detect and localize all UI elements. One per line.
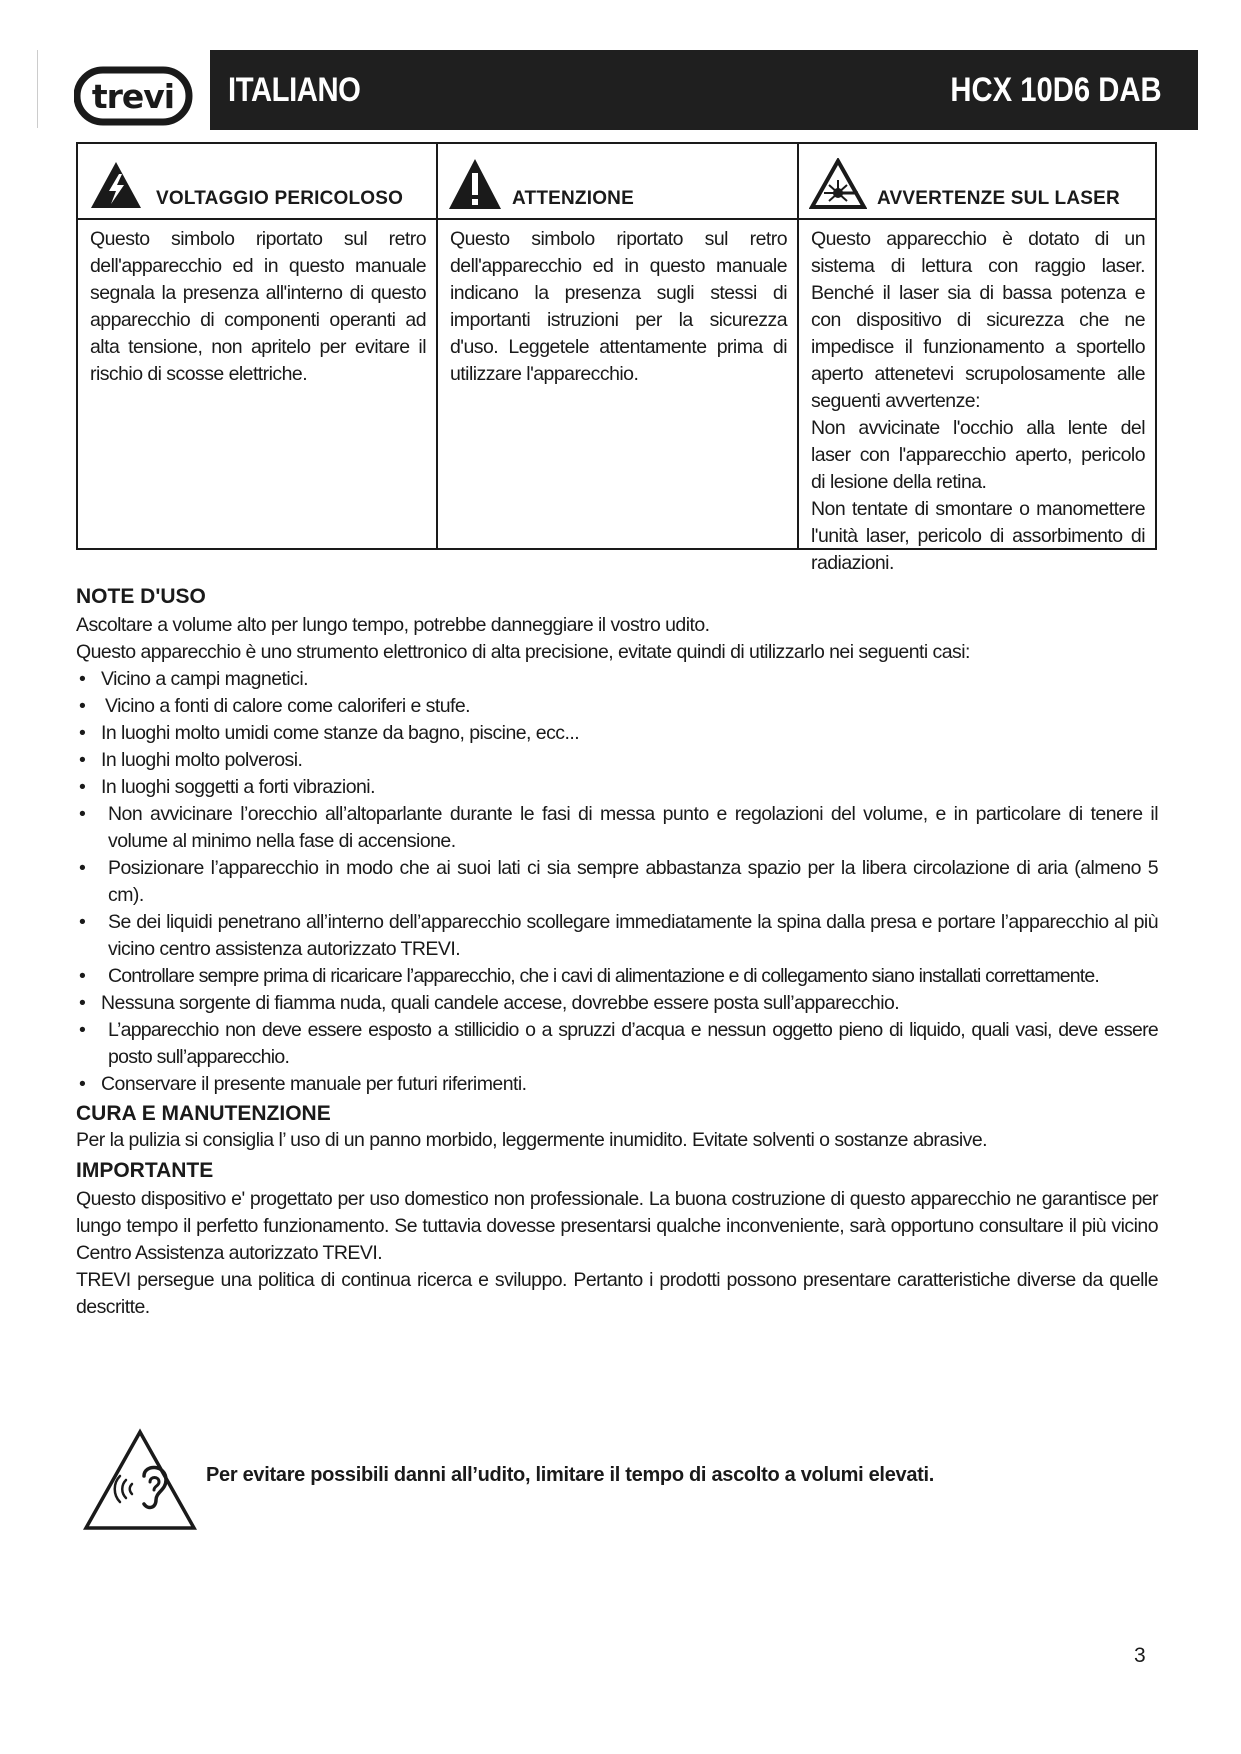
list-item-text: Nessuna sorgente di fiamma nuda, quali candele accese, dovrebbe essere posta sull’apparecchio. <box>101 992 900 1014</box>
warning-column-attention <box>438 144 799 548</box>
list-item <box>76 909 1158 963</box>
list-item-text: In luoghi molto polverosi. <box>101 749 303 771</box>
warning-column-voltage <box>78 144 438 548</box>
bullet: • <box>79 1019 86 1041</box>
usage-list <box>76 666 1158 1098</box>
list-item-text: Controllare sempre prima di ricaricare l’apparecchio, che i cavi di alimentazione e di collegamento siano installati correttamente. <box>108 965 1099 987</box>
list-item-text: L’apparecchio non deve essere esposto a stillicidio o a spruzzi d’acqua e nessun oggetto pieno di liquido, quali vasi, deve essere posto sull’apparecchio. <box>108 1019 1158 1068</box>
list-item-text: In luoghi molto umidi come stanze da bagno, piscine, ecc... <box>101 722 580 744</box>
header-bar <box>210 50 1198 130</box>
bullet: • <box>79 911 86 933</box>
bullet: • <box>79 803 86 825</box>
bullet: • <box>79 965 85 987</box>
bullet: • <box>79 722 86 744</box>
intro-paragraph: Ascoltare a volume alto per lungo tempo, potrebbe danneggiare il vostro udito. <box>76 614 710 636</box>
lightning-warning-icon <box>90 160 142 210</box>
warning-title: AVVERTENZE SUL LASER <box>877 188 1120 209</box>
warning-header <box>438 144 797 220</box>
warning-paragraph: Questo apparecchio è dotato di un sistema di lettura con raggio laser. Benché il laser sia di bassa potenza e con dispositivo di sicurezza che ne impedisce il funzionamento a sportello aperto attenetevi scrupolosamente alle seguenti avvertenze: <box>811 228 1145 412</box>
model-name: HCX 10D6 DAB <box>950 71 1162 109</box>
trevi-logo <box>74 64 194 128</box>
list-item <box>76 963 1158 990</box>
list-item <box>76 855 1158 909</box>
list-item-text: Conservare il presente manuale per futuri riferimenti. <box>101 1073 527 1095</box>
svg-text:trevi: trevi <box>91 77 175 116</box>
cura-paragraph: Per la pulizia si consiglia l’ uso di un panno morbido, leggermente inumidito. Evitate solventi o sostanze abrasive. <box>76 1129 988 1151</box>
trevi-logo-icon <box>74 64 194 128</box>
warning-title: VOLTAGGIO PERICOLOSO <box>156 188 404 209</box>
warning-paragraph: Questo simbolo riportato sul retro dell'apparecchio ed in questo manuale segnala la presenza all'interno di questo apparecchio di componenti operanti ad alta tensione, non apritelo per evitare il rischio di scosse elettriche. <box>90 228 426 385</box>
list-item <box>76 801 1158 855</box>
warning-paragraph: Non tentate di smontare o manomettere l'unità laser, pericolo di assorbimento di radiazioni. <box>811 498 1145 574</box>
warning-title: ATTENZIONE <box>512 188 634 209</box>
warning-column-laser <box>799 144 1155 574</box>
warning-header <box>799 144 1155 220</box>
intro-paragraph: Questo apparecchio è uno strumento elettronico di alta precisione, evitate quindi di utilizzarlo nei seguenti casi: <box>76 641 970 663</box>
language-label: ITALIANO <box>228 71 361 109</box>
safety-warnings-table <box>76 142 1157 574</box>
bullet: • <box>79 749 86 771</box>
warning-text <box>90 226 426 388</box>
list-item-text: Se dei liquidi penetrano all’interno dell’apparecchio scollegare immediatamente la spina dalla presa e portare l’apparecchio al più vicino centro assistenza autorizzato TREVI. <box>108 911 1158 960</box>
bullet: • <box>79 992 86 1014</box>
list-item-text: Non avvicinare l’orecchio all’altoparlante durante le fasi di messa punto e regolazioni del volume, e in particolare di tenere il volume al minimo nella fase di accensione. <box>108 803 1158 852</box>
importante-paragraph: TREVI persegue una politica di continua ricerca e sviluppo. Pertanto i prodotti possono presentare caratteristiche diverse da quelle descritte. <box>76 1269 1158 1318</box>
list-item-text: Posizionare l’apparecchio in modo che ai suoi lati ci sia sempre abbastanza spazio per la libera circolazione di aria (almeno 5 cm). <box>108 857 1158 906</box>
list-item <box>76 693 1158 720</box>
usage-notes <box>76 582 1158 1321</box>
list-item-text: In luoghi soggetti a forti vibrazioni. <box>101 776 375 798</box>
list-item <box>76 747 1158 774</box>
bullet: • <box>79 1073 86 1095</box>
warning-header <box>78 144 436 220</box>
list-item-text: Vicino a fonti di calore come caloriferi e stufe. <box>105 695 471 717</box>
hearing-warning-text: Per evitare possibili danni all’udito, limitare il tempo di ascolto a volumi elevati. <box>206 1464 935 1486</box>
section-heading-cura: CURA E MANUTENZIONE <box>76 1102 331 1125</box>
warning-text <box>811 226 1145 577</box>
exclamation-warning-icon <box>448 158 502 210</box>
list-item <box>76 1017 1158 1071</box>
list-item <box>76 774 1158 801</box>
hearing-warning <box>82 1428 982 1528</box>
importante-paragraph: Questo dispositivo e' progettato per uso domestico non professionale. La buona costruzione di questo apparecchio ne garantisce per lungo tempo il perfetto funzionamento. Se tuttavia dovesse presentarsi qualche inconveniente, sarà opportuno consultare il più vicino Centro Assistenza autorizzato TREVI. <box>76 1188 1158 1264</box>
bullet: • <box>79 857 86 879</box>
section-heading-note-uso: NOTE D'USO <box>76 585 206 608</box>
list-item <box>76 990 1158 1017</box>
list-item <box>76 666 1158 693</box>
bullet: • <box>79 695 86 717</box>
laser-warning-icon <box>809 158 867 210</box>
list-item-text: Vicino a campi magnetici. <box>101 668 308 690</box>
list-item <box>76 720 1158 747</box>
section-heading-importante: IMPORTANTE <box>76 1159 214 1182</box>
bullet: • <box>79 776 86 798</box>
hearing-damage-warning-icon <box>82 1428 198 1532</box>
bullet: • <box>79 668 86 690</box>
page-edge-rule <box>37 50 38 128</box>
warning-text <box>450 226 787 388</box>
page-number: 3 <box>1134 1644 1146 1667</box>
warning-paragraph: Questo simbolo riportato sul retro dell'apparecchio ed in questo manuale indicano la presenza sugli stessi di importanti istruzioni per la sicurezza d'uso. Leggetele attentamente prima di utilizzare l'apparecchio. <box>450 228 787 385</box>
warning-paragraph: Non avvicinate l'occhio alla lente del laser con l'apparecchio aperto, pericolo di lesione della retina. <box>811 417 1145 493</box>
list-item <box>76 1071 1158 1098</box>
